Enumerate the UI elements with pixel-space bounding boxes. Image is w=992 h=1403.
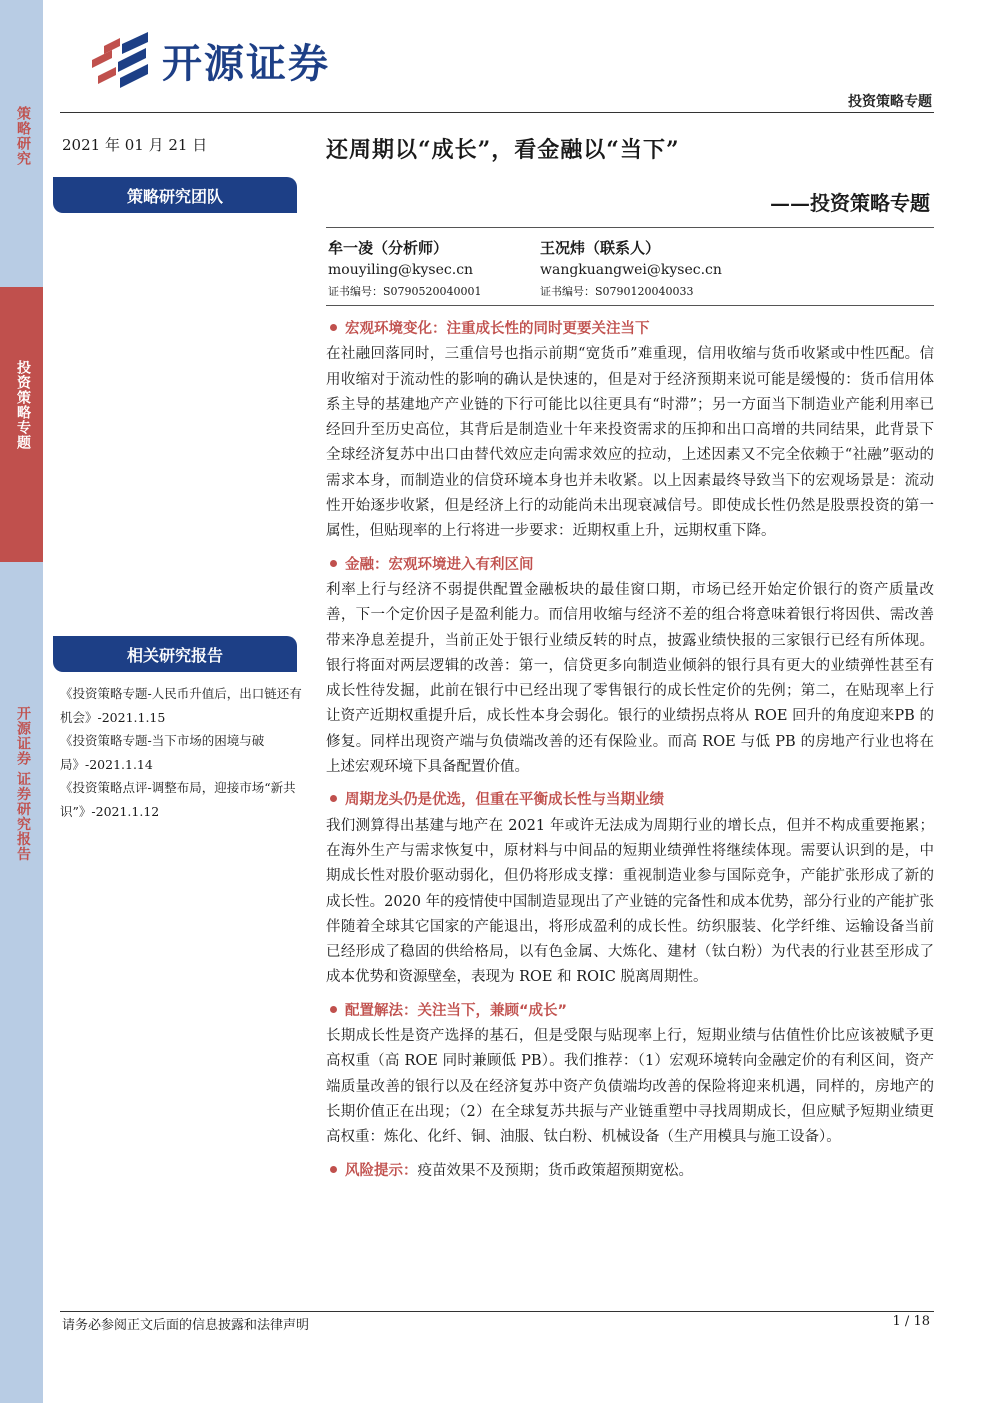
risk-label: 风险提示： bbox=[345, 1162, 418, 1179]
section-heading: 配置解法：关注当下，兼顾“成长” bbox=[326, 999, 934, 1024]
section-text: 在社融回落同时，三重信号也指示前期“宽货币”难重现，信用收缩与货币收紧或中性匹配。信用收缩对于流动性的影响的确认是快速的，但是对于经济预期来说可能是缓慢的：货币信用体系主导的基建地产产业链的下行可能比以往更具有“时滞”；另一方面当下制造业产能利用率已经回升至历史高位，其背后是制造业十年来投资需求的压抑和出口高增的共同结果，此背景下全球经济复苏中出口由替代效应走向需求效应的拉动，上述因素又不完全依赖于“社融”驱动的需求本身，而制造业的信贷环境本身也并未收紧。以上因素最终导致当下的宏观场景是：流动性开始逐步收紧，但是经济上行的动能尚未出现衰减信号。即使成长性仍然是股票投资的第一属性，但贴现率的上行将进一步要求：近期权重上升，远期权重下降。 bbox=[326, 346, 934, 540]
footer-divider bbox=[60, 1311, 934, 1312]
bullet-icon bbox=[330, 1006, 337, 1013]
section-heading: 金融：宏观环境进入有利区间 bbox=[326, 553, 934, 578]
analyst-name: 牟一凌（分析师） bbox=[328, 239, 449, 257]
page-number: 1 / 18 bbox=[892, 1314, 930, 1329]
bullet-icon bbox=[330, 560, 337, 567]
team-label: 策略研究团队 bbox=[53, 177, 297, 213]
related-report-item[interactable]: 《投资策略专题-人民币升值后，出口链还有机会》-2021.1.15 bbox=[60, 686, 302, 725]
related-reports-list bbox=[60, 682, 306, 823]
title-divider bbox=[326, 227, 934, 228]
body-divider bbox=[326, 305, 934, 306]
section-text: 长期成长性是资产选择的基石，但是受限与贴现率上行，短期业绩与估值性价比应该被赋予更高权重（高 ROE 同时兼顾低 PB）。我们推荐：（1）宏观环境转向金融定价的有利区间，资产端质量改善的银行以及在经济复苏中资产负债端均改善的保险将迎来机遇，同样的，房地产的长期价值正在出现；（2）在全球复苏共振与产业链重塑中寻找周期成长，但应赋予短期业绩更高权重：炼化、化纤、铜、油服、钛白粉、机械设备（生产用模具与施工设备）。 bbox=[326, 1028, 934, 1146]
section-heading: 宏观环境变化：注重成长性的同时更要关注当下 bbox=[326, 317, 934, 342]
side-strip-bottom bbox=[0, 562, 43, 1403]
section-text: 利率上行与经济不弱提供配置金融板块的最佳窗口期，市场已经开始定价银行的资产质量改善，下一个定价因子是盈利能力。而信用收缩与经济不差的组合将意味着银行将因供、需改善带来净息差提升，当前正处于银行业绩反转的时点，披露业绩快报的三家银行已经有所体现。银行将面对两层逻辑的改善：第一，信贷更多向制造业倾斜的银行具有更大的业绩弹性甚至有成长性待发掘，此前在银行中已经出现了零售银行的成长性定价的先例；第二，在贴现率上行让资产近期权重提升后，成长性本身会弱化。银行的业绩拐点将从 ROE 回升的角度迎来PB 的修复。同样出现资产端与负债端改善的还有保险业。而高 ROE 与低 PB 的房地产行业也将在上述宏观环境下具备配置价值。 bbox=[326, 581, 934, 776]
analyst-email[interactable]: wangkuangwei@kysec.cn bbox=[540, 262, 722, 278]
bullet-icon bbox=[330, 1166, 337, 1173]
related-report-item[interactable]: 《投资策略点评-调整布局，迎接市场“新共识”》-2021.1.12 bbox=[60, 780, 296, 819]
side-label-middle: 投资策略专题 bbox=[15, 360, 31, 450]
report-body bbox=[326, 314, 934, 1184]
brand-mark-icon bbox=[90, 30, 152, 90]
bullet-icon bbox=[330, 324, 337, 331]
header-divider bbox=[60, 112, 934, 113]
report-title: 还周期以“成长”，看金融以“当下” bbox=[326, 137, 680, 163]
analyst-email[interactable]: mouyiling@kysec.cn bbox=[328, 262, 474, 278]
side-label-top: 策略研究 bbox=[15, 106, 31, 166]
analyst-cert: 证书编号：S0790120040033 bbox=[540, 285, 694, 298]
analyst-cert: 证书编号：S0790520040001 bbox=[328, 285, 482, 298]
side-label-bottom: 开源证券 证券研究报告 bbox=[15, 706, 31, 862]
section-heading: 周期龙头仍是优选，但重在平衡成长性与当期业绩 bbox=[326, 788, 934, 813]
bullet-icon bbox=[330, 795, 337, 802]
analyst-card bbox=[540, 237, 722, 303]
report-subtitle: ——投资策略专题 bbox=[770, 191, 930, 215]
analyst-name: 王况炜（联系人） bbox=[540, 239, 661, 257]
analyst-card bbox=[328, 237, 482, 303]
section-text: 我们测算得出基建与地产在 2021 年或许无法成为周期行业的增长点，但并不构成重要拖累；在海外生产与需求恢复中，原材料与中间品的短期业绩弹性将继续体现。需要认识到的是，中期成长性对股价驱动弱化，但仍将形成支撑：重视制造业参与国际竞争，产能扩张形成了新的成长性。2020 年的疫情使中国制造显现出了产业链的完备性和成本优势，部分行业的产能扩张伴随着全球其它国家的产能退出，将形成盈利的成长性。纺织服装、化学纤维、运输设备当前已经形成了稳固的供给格局，以有色金属、大炼化、建材（钛白粉）为代表的行业甚至形成了成本优势和资源壁垒，表现为 ROE 和 ROIC 脱离周期性。 bbox=[326, 817, 934, 986]
header-tag: 投资策略专题 bbox=[848, 94, 932, 110]
related-report-item[interactable]: 《投资策略专题-当下市场的困境与破局》-2021.1.14 bbox=[60, 733, 265, 772]
brand-logo bbox=[90, 30, 330, 90]
report-date: 2021 年 01 月 21 日 bbox=[62, 136, 208, 154]
footer-disclaimer: 请务必参阅正文后面的信息披露和法律声明 bbox=[62, 1318, 310, 1333]
brand-name: 开源证券 bbox=[162, 40, 330, 87]
related-reports-label: 相关研究报告 bbox=[53, 636, 297, 672]
risk-text: 疫苗效果不及预期；货币政策超预期宽松。 bbox=[417, 1162, 693, 1179]
risk-note bbox=[326, 1159, 934, 1184]
